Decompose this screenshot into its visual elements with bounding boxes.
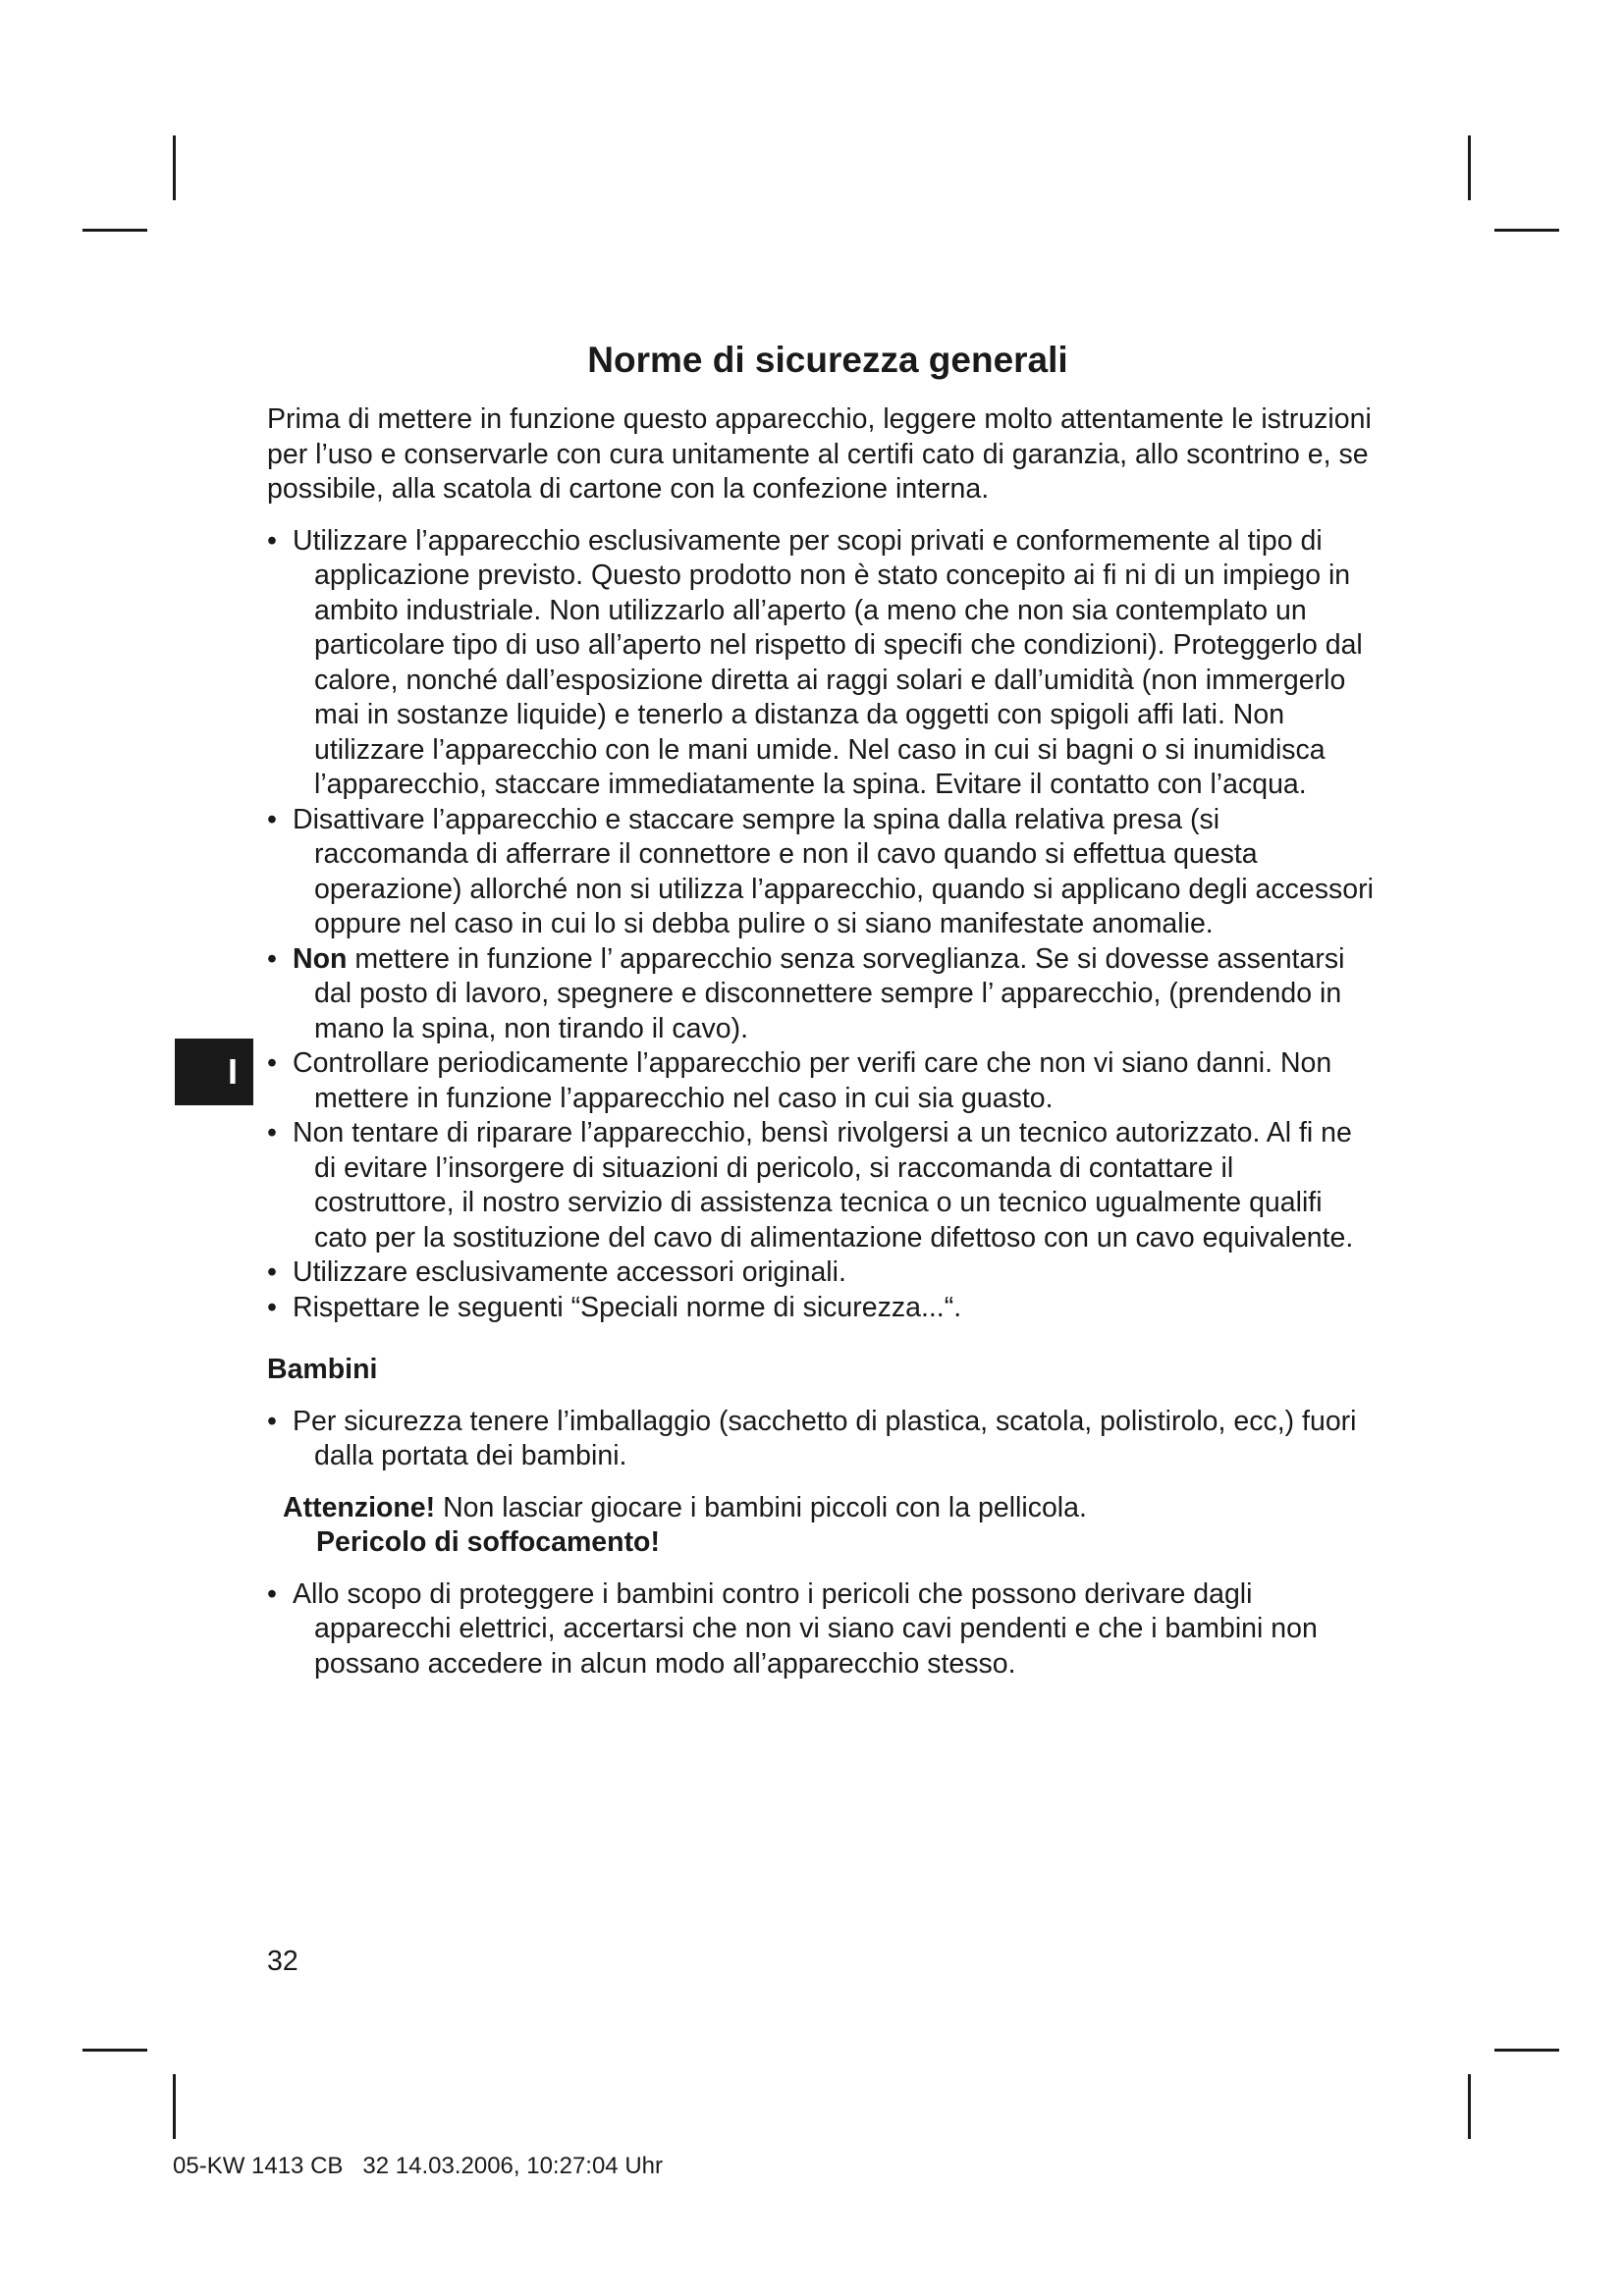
page-number: 32 [267, 1946, 298, 1977]
intro-paragraph: Prima di mettere in funzione questo apparecchio, leggere molto attentamente le istruzioni per l’uso e conservarle con cura unitamente al certifi cato di garanzia, allo scontrino e, se possibile, alla scatola di cartone con la confezione interna. [267, 403, 1372, 505]
attention-text: Non lasciar giocare i bambini piccoli con la pellicola. [435, 1491, 1087, 1523]
list-item: • Utilizzare l’apparecchio esclusivamente per scopi privati e conformemente al tipo di applicazione previsto. Questo prodotto non è stato concepito ai fi ni di un impiego in ambito industriale. Non utilizzarlo all’aperto (a meno che non sia contemplato un particolare tipo di uso all’aperto nel rispetto di specifi che condizioni). Proteggerlo dal calore, nonché dall’esposizione diretta ai raggi solari e dall’umidità (non immergerlo mai in sostanze liquide) e tenerlo a distanza da oggetti con spigoli affi lati. Non utilizzare l’apparecchio con le mani umide. Nel caso in cui si bagni o si inumidisca l’apparecchio, staccare immediatamente la spina. Evitare il contatto con l’acqua. [267, 524, 1377, 803]
crop-mark-top-right-vertical [1468, 135, 1471, 200]
children-heading: Bambini [267, 1354, 378, 1385]
list-item: • Utilizzare esclusivamente accessori originali. [267, 1255, 1377, 1291]
suffocation-warning: Pericolo di soffocamento! [316, 1526, 660, 1558]
crop-mark-top-left-horizontal [82, 229, 147, 232]
page-title: Norme di sicurezza generali [587, 340, 1068, 380]
attention-note [267, 1491, 1377, 1561]
children-list [267, 1405, 1377, 1474]
crop-mark-top-left-vertical [173, 135, 176, 200]
list-item-non [267, 942, 1377, 1047]
crop-mark-bottom-left-vertical [173, 2074, 176, 2139]
non-bold-text: Non [293, 942, 348, 975]
list-item: • Disattivare l’apparecchio e staccare sempre la spina dalla relativa presa (si raccomanda di afferrare il connettore e non il cavo quando si effettua questa operazione) allorché non si utilizza l’apparecchio, quando si applicano degli accessori oppure nel caso in cui lo si debba pulire o si siano manifestate anomalie. [267, 803, 1377, 942]
crop-mark-top-right-horizontal [1494, 229, 1559, 232]
list-item: • Non tentare di riparare l’apparecchio, bensì rivolgersi a un tecnico autorizzato. Al fi ne di evitare l’insorgere di situazioni di pericolo, si raccomanda di contattare il costruttore, il nostro servizio di assistenza tecnica o un tecnico ugualmente qualifi cato per la sostituzione del cavo di alimentazione difettoso con un cavo equivalente. [267, 1116, 1377, 1255]
list-item: • Allo scopo di proteggere i bambini contro i pericoli che possono derivare dagli apparecchi elettrici, accertarsi che non vi siano cavi pendenti e che i bambini non possano accedere in alcun modo all’apparecchio stesso. [267, 1577, 1377, 1682]
print-info: 05-KW 1413 CB 32 14.03.2006, 10:27:04 Uhr [173, 2153, 663, 2179]
crop-mark-bottom-right-horizontal [1494, 2049, 1559, 2052]
children-list-2 [267, 1577, 1377, 1682]
page-content [267, 340, 1377, 1682]
attention-label: Attenzione! [283, 1491, 436, 1523]
safety-list [267, 524, 1377, 1326]
crop-mark-bottom-left-horizontal [82, 2049, 147, 2052]
crop-mark-bottom-right-vertical [1468, 2074, 1471, 2139]
list-item: • Rispettare le seguenti “Speciali norme di sicurezza...“. [267, 1291, 1377, 1326]
list-item: • Controllare periodicamente l’apparecchio per verifi care che non vi siano danni. Non mettere in funzione l’apparecchio nel caso in cui sia guasto. [267, 1046, 1377, 1116]
language-tab: I [175, 1039, 253, 1105]
list-item: • Per sicurezza tenere l’imballaggio (sacchetto di plastica, scatola, polistirolo, ecc,) fuori dalla portata dei bambini. [267, 1405, 1377, 1474]
non-item-text: mettere in funzione l’ apparecchio senza sorveglianza. Se si dovesse assentarsi dal posto di lavoro, spegnere e disconnettere sempre l’ apparecchio, (prendendo in mano la spina, non tirando il cavo). [314, 942, 1345, 1044]
